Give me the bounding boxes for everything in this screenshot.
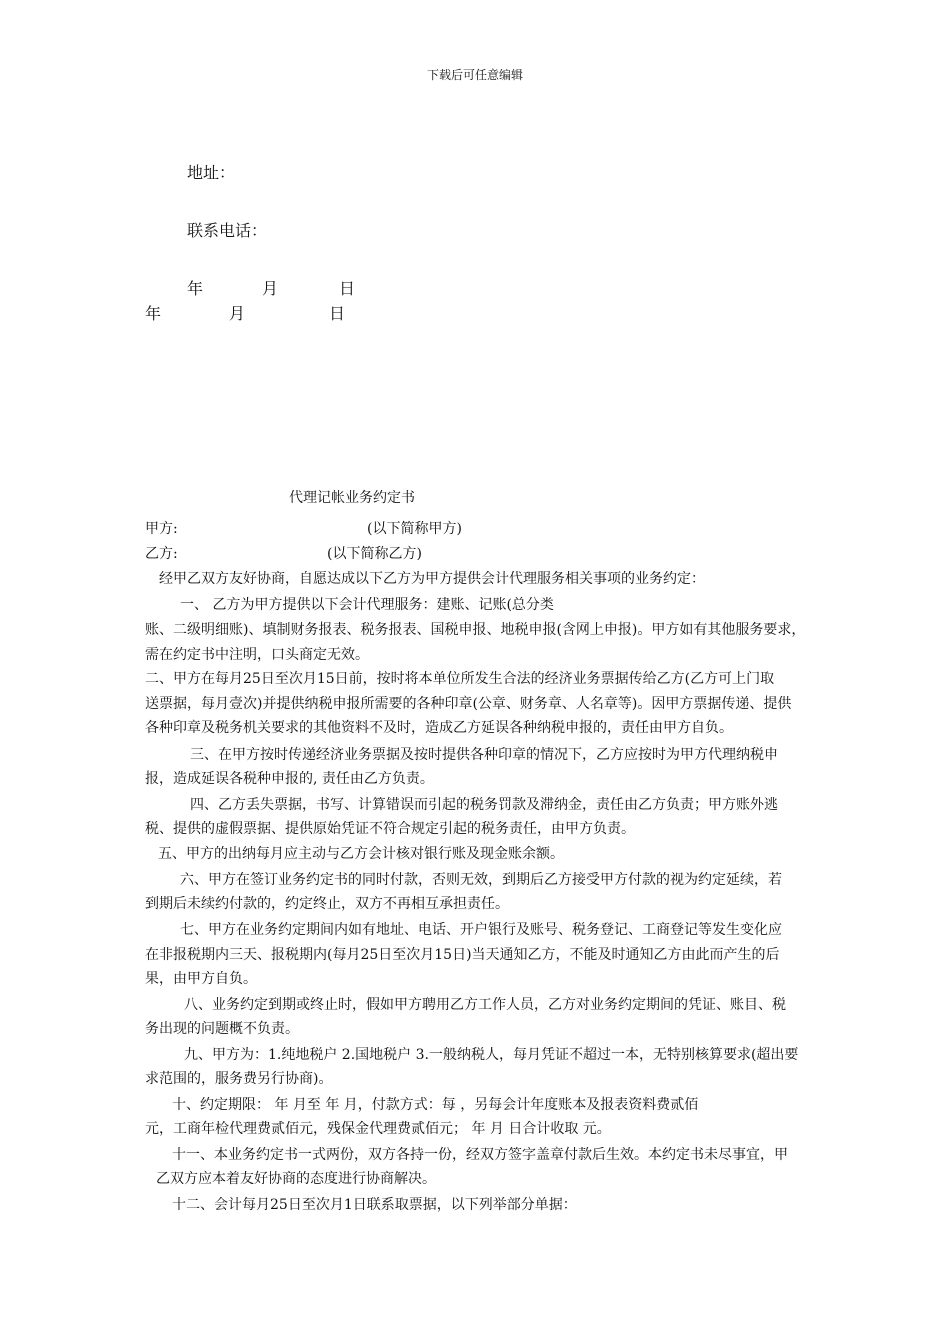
date-month-1: 月 bbox=[262, 279, 279, 298]
clause-line: 报，造成延误各税种申报的, 责任由乙方负责。 bbox=[145, 771, 434, 787]
clause-line: 七、甲方在业务约定期间内如有地址、电话、开户银行及账号、税务登记、工商登记等发生变化应 bbox=[180, 922, 782, 938]
clause-line: 元，工商年检代理费贰佰元，残保金代理费贰佰元； 年 月 日合计收取 元。 bbox=[145, 1121, 611, 1137]
clause-line: 四、乙方丢失票据，书写、计算错误而引起的税务罚款及滞纳金，责任由乙方负责；甲方账外逃 bbox=[190, 797, 778, 813]
clause-line: 账、二级明细账)、填制财务报表、税务报表、国税申报、地税申报(含网上申报)。甲方如有其他服务要求， bbox=[145, 622, 806, 638]
intro-paragraph: 经甲乙双方友好协商，自愿达成以下乙方为甲方提供会计代理服务相关事项的业务约定： bbox=[159, 571, 705, 587]
clause-line: 果，由甲方自负。 bbox=[145, 971, 257, 987]
clause-line: 五、甲方的出纳每月应主动与乙方会计核对银行账及现金账余额。 bbox=[158, 846, 564, 862]
address-label: 地址： bbox=[187, 163, 236, 182]
clause-line: 到期后未续约付款的，约定终止，双方不再相互承担责任。 bbox=[145, 896, 509, 912]
date-day-2: 日 bbox=[329, 304, 346, 323]
party-a-suffix: (以下简称甲方) bbox=[367, 521, 462, 537]
party-b-suffix: (以下简称乙方) bbox=[327, 546, 422, 562]
document-title: 代理记帐业务约定书 bbox=[289, 490, 415, 506]
phone-label: 联系电话： bbox=[187, 221, 268, 240]
clause-line: 二、甲方在每月25日至次月15日前，按时将本单位所发生合法的经济业务票据传给乙方(乙方可上门取 bbox=[145, 671, 775, 687]
header-note: 下载后可任意编辑 bbox=[426, 68, 523, 82]
date-day-1: 日 bbox=[339, 279, 356, 298]
clause-line: 九、甲方为：1.纯地税户 2.国地税户 3.一般纳税人，每月凭证不超过一本，无特别核算要求(超出要 bbox=[184, 1047, 799, 1063]
clause-line: 求范围的，服务费另行协商)。 bbox=[145, 1071, 333, 1087]
clause-line: 一、 乙方为甲方提供以下会计代理服务：建账、记账(总分类 bbox=[180, 597, 554, 613]
date-year-2: 年 bbox=[145, 304, 162, 323]
clause-line: 务出现的问题概不负责。 bbox=[145, 1021, 299, 1037]
date-month-2: 月 bbox=[229, 304, 246, 323]
clause-line: 乙双方应本着友好协商的态度进行协商解决。 bbox=[156, 1171, 436, 1187]
clause-line: 八、业务约定到期或终止时，假如甲方聘用乙方工作人员，乙方对业务约定期间的凭证、账目、税 bbox=[184, 997, 786, 1013]
clause-line: 送票据，每月壹次)并提供纳税申报所需要的各种印章(公章、财务章、人名章等)。因甲方票据传递、提供 bbox=[145, 696, 792, 712]
date-year-1: 年 bbox=[187, 279, 204, 298]
clause-line: 需在约定书中注明，口头商定无效。 bbox=[145, 647, 369, 663]
clause-line: 在非报税期内三天、报税期内(每月25日至次月15日)当天通知乙方，不能及时通知乙方由此而产生的后 bbox=[145, 947, 780, 963]
party-a-label: 甲方: bbox=[145, 521, 178, 537]
clause-line: 三、在甲方按时传递经济业务票据及按时提供各种印章的情况下，乙方应按时为甲方代理纳税申 bbox=[190, 747, 778, 763]
clause-line: 各种印章及税务机关要求的其他资料不及时，造成乙方延误各种纳税申报的，责任由甲方自负。 bbox=[145, 720, 733, 736]
clause-line: 十二、会计每月25日至次月1日联系取票据，以下列举部分单据： bbox=[172, 1197, 577, 1213]
clause-line: 税、提供的虚假票据、提供原始凭证不符合规定引起的税务责任，由甲方负责。 bbox=[145, 821, 635, 837]
clause-line: 十一、本业务约定书一式两份，双方各持一份，经双方签字盖章付款后生效。本约定书未尽事宜，甲 bbox=[172, 1147, 788, 1163]
clause-line: 六、甲方在签订业务约定书的同时付款，否则无效，到期后乙方接受甲方付款的视为约定延续，若 bbox=[180, 872, 782, 888]
party-b-label: 乙方: bbox=[145, 546, 178, 562]
clause-line: 十、约定期限： 年 月至 年 月，付款方式：每 ，另每会计年度账本及报表资料费贰佰 bbox=[172, 1097, 699, 1113]
